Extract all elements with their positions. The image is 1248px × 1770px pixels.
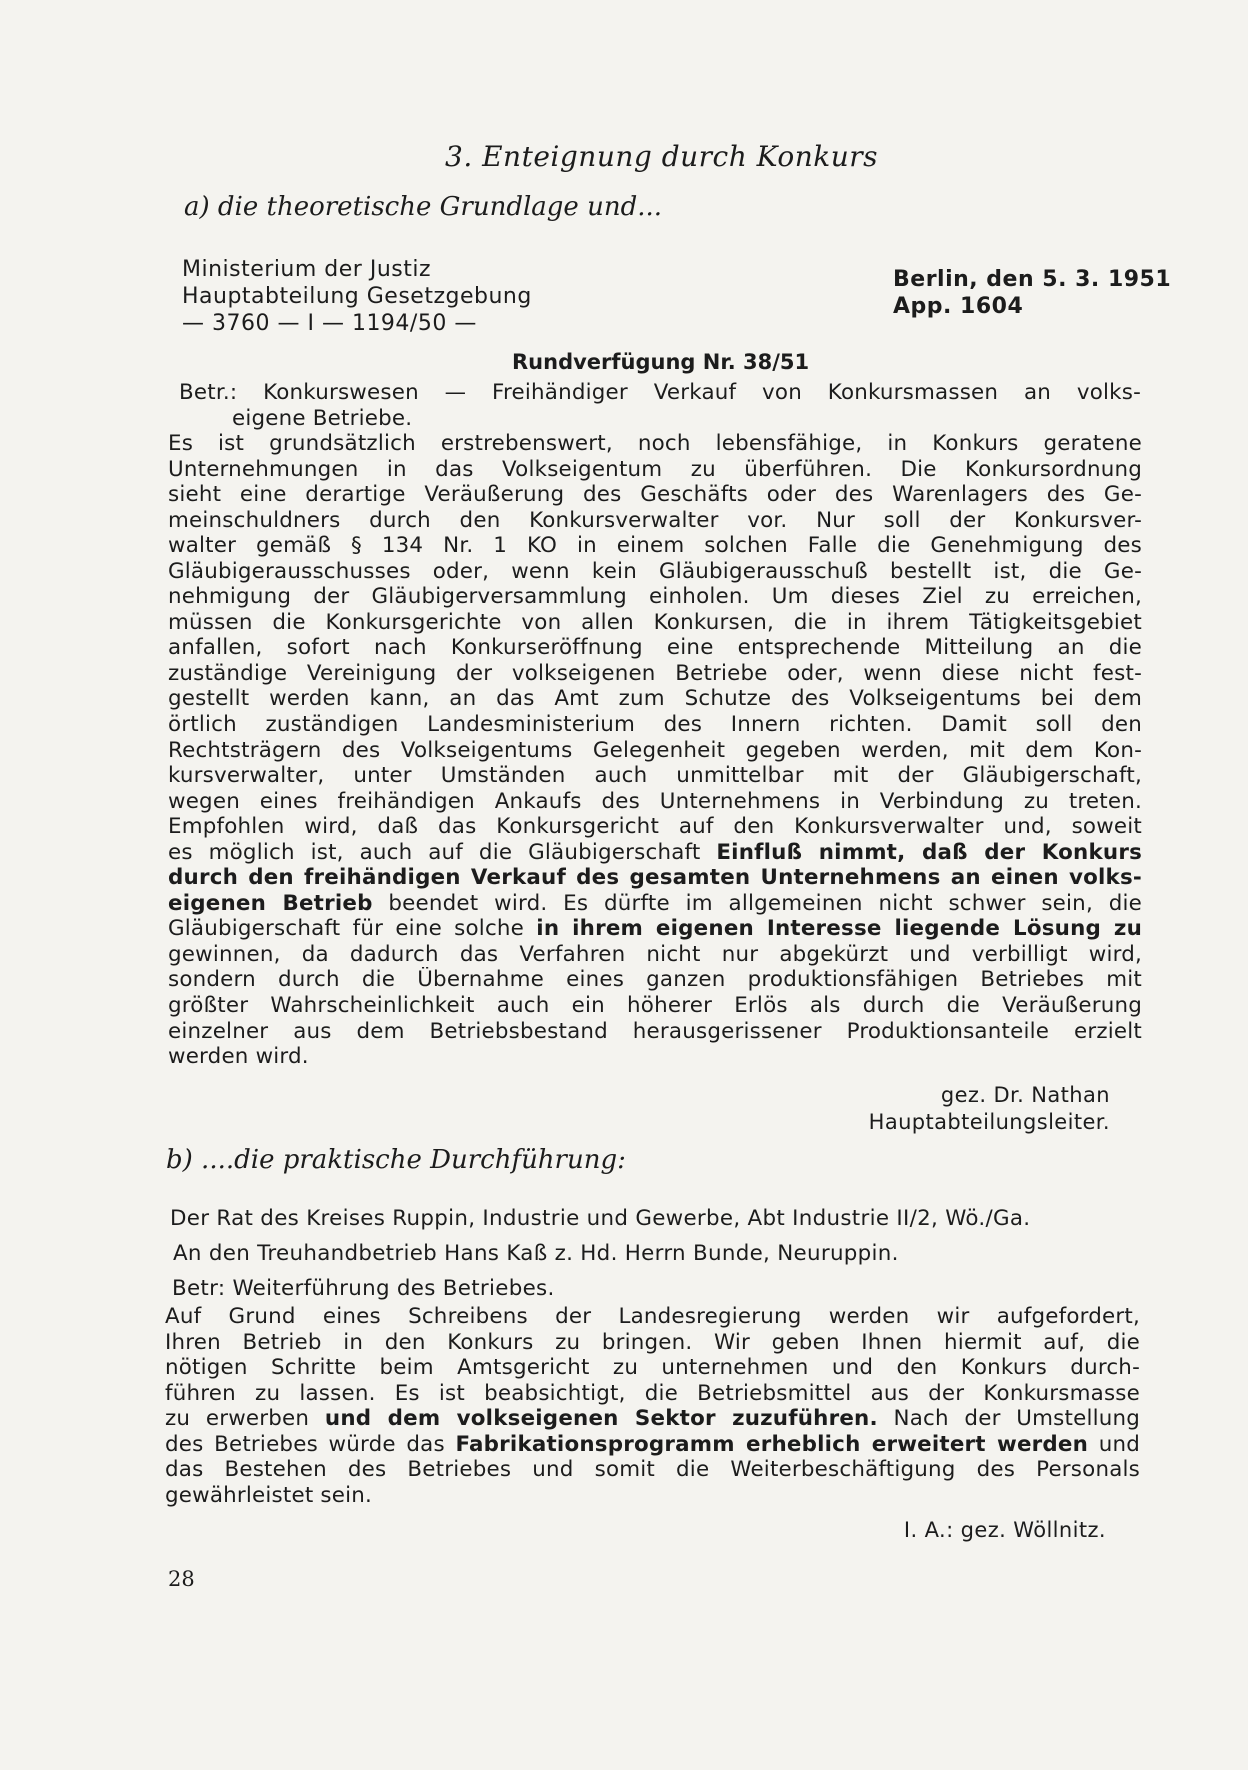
ministry-header — [182, 256, 532, 337]
letter-signature: I. A.: gez. Wöllnitz. — [903, 1518, 1106, 1542]
circular-body — [168, 431, 1142, 1070]
body-line: Es ist grundsätzlich erstrebenswert, noch lebensfähige, in Konkurs geratene — [168, 431, 1142, 456]
letter-line: das Bestehen des Betriebes und somit die Weiterbeschäftigung des Personals — [165, 1457, 1140, 1483]
body-text: es möglich ist, auch auf die Gläubigerschaft — [168, 839, 701, 865]
letter-body — [165, 1304, 1140, 1508]
letter-sender: Der Rat des Kreises Ruppin, Industrie und Gewerbe, Abt Industrie II/2, Wö./Ga. — [170, 1206, 1031, 1231]
body-line: gewinnen, da dadurch das Verfahren nicht nur abgekürzt und verbilligt wird, — [168, 941, 1142, 967]
letter-line: gewährleistet sein. — [165, 1482, 373, 1508]
body-line: sondern durch die Übernahme eines ganzen produktionsfähigen Betriebes mit — [168, 967, 1142, 993]
letter-recipient: An den Treuhandbetrieb Hans Kaß z. Hd. Herrn Bunde, Neuruppin. — [173, 1241, 899, 1266]
body-line: walter gemäß § 134 Nr. 1 KO in einem solchen Falle die Genehmigung des — [168, 533, 1142, 559]
body-line: nehmigung der Gläubigerversammlung einholen. Um dieses Ziel zu erreichen, — [168, 584, 1142, 610]
section-a-heading: a) die theoretische Grundlage und... — [184, 192, 663, 222]
extension-number: App. 1604 — [893, 294, 1024, 319]
body-line: wegen eines freihändigen Ankaufs des Unternehmens in Verbindung zu treten. — [168, 788, 1142, 814]
date-header — [893, 266, 1171, 320]
body-line: gestellt werden kann, an das Amt zum Schutze des Volkseigentums bei dem — [168, 686, 1142, 712]
ministry-department: Hauptabteilung Gesetzgebung — [182, 284, 532, 309]
section-b-heading: b) ....die praktische Durchführung: — [166, 1145, 626, 1175]
subject-line: eigene Betriebe. — [232, 405, 413, 431]
body-line: örtlich zuständigen Landesministerium des Innern richten. Damit soll den — [168, 712, 1142, 738]
circular-title: Rundverfügung Nr. 38/51 — [512, 350, 810, 374]
circular-signature — [869, 1082, 1110, 1136]
letter-line — [165, 1406, 1140, 1432]
body-emphasis: in ihrem eigenen Interesse liegende Lösung zu — [536, 916, 1142, 942]
body-emphasis: durch den freihändigen Verkauf des gesamten Unternehmens an einen volks- — [168, 865, 1142, 891]
signature-title: Hauptabteilungsleiter. — [868, 1110, 1110, 1134]
letter-emphasis: und dem volkseigenen Sektor zuzuführen. — [324, 1406, 878, 1432]
body-line: müssen die Konkursgerichte von allen Konkursen, die in ihrem Tätigkeitsgebiet — [168, 609, 1142, 635]
body-emphasis: Einfluß nimmt, daß der Konkurs — [716, 839, 1142, 865]
chapter-title: 3. Enteignung durch Konkurs — [445, 140, 878, 173]
body-line: Unternehmungen in das Volkseigentum zu überführen. Die Konkursordnung — [168, 456, 1142, 482]
body-text: Gläubigerschaft für eine solche — [168, 916, 525, 942]
body-line: anfallen, sofort nach Konkurseröffnung eine entsprechende Mitteilung an die — [168, 635, 1142, 661]
body-line — [168, 840, 1142, 866]
letter-text: zu erwerben — [165, 1406, 310, 1432]
letter-line — [165, 1432, 1140, 1458]
ministry-name: Ministerium der Justiz — [182, 257, 432, 282]
letter-emphasis: Fabrikationsprogramm erheblich erweitert werden — [455, 1431, 1089, 1457]
ministry-reference: — 3760 — I — 1194/50 — — [182, 311, 477, 336]
letter-subject: Betr: Weiterführung des Betriebes. — [172, 1276, 555, 1301]
body-line: Gläubigerausschusses oder, wenn kein Gläubigerausschuß bestellt ist, die Ge- — [168, 558, 1142, 584]
body-line: Empfohlen wird, daß das Konkursgericht auf den Konkursverwalter und, soweit — [168, 814, 1142, 840]
letter-line: Ihren Betrieb in den Konkurs zu bringen. Wir geben Ihnen hiermit auf, die — [165, 1329, 1140, 1355]
body-line: Rechtsträgern des Volkseigentums Gelegenheit gegeben werden, mit dem Kon- — [168, 737, 1142, 763]
body-line: einzelner aus dem Betriebsbestand herausgerissener Produktionsanteile erzielt — [168, 1018, 1142, 1044]
body-line — [168, 916, 1142, 942]
body-emphasis: eigenen Betrieb — [168, 890, 373, 916]
body-line — [168, 865, 1142, 891]
body-line: sieht eine derartige Veräußerung des Geschäfts oder des Warenlagers des Ge- — [168, 482, 1142, 508]
body-line: kursverwalter, unter Umständen auch unmittelbar mit der Gläubigerschaft, — [168, 763, 1142, 789]
letter-line: führen zu lassen. Es ist beabsichtigt, die Betriebsmittel aus der Konkursmasse — [165, 1380, 1140, 1406]
body-line: größter Wahrscheinlichkeit auch ein höherer Erlös als durch die Veräußerung — [168, 993, 1142, 1019]
circular-subject — [179, 380, 1141, 431]
body-line: zuständige Vereinigung der volkseigenen Betriebe oder, wenn diese nicht fest- — [168, 660, 1142, 686]
body-line: werden wird. — [168, 1044, 309, 1070]
letter-line: Auf Grund eines Schreibens der Landesregierung werden wir aufgefordert, — [165, 1304, 1140, 1329]
place-date: Berlin, den 5. 3. 1951 — [893, 267, 1172, 292]
letter-text: und — [1098, 1431, 1140, 1457]
subject-line: Betr.: Konkurswesen — Freihändiger Verkauf von Konkursmassen an volks- — [179, 380, 1141, 405]
letter-text: Nach der Umstellung — [893, 1406, 1140, 1432]
letter-line: nötigen Schritte beim Amtsgericht zu unternehmen und den Konkurs durch- — [165, 1355, 1140, 1381]
body-text: beendet wird. Es dürfte im allgemeinen nicht schwer sein, die — [388, 890, 1142, 916]
letter-text: des Betriebes würde das — [165, 1431, 445, 1457]
body-line — [168, 891, 1142, 917]
signature-name: gez. Dr. Nathan — [940, 1083, 1110, 1107]
body-line: meinschuldners durch den Konkursverwalter vor. Nur soll der Konkursver- — [168, 507, 1142, 533]
page-number: 28 — [168, 1567, 195, 1591]
